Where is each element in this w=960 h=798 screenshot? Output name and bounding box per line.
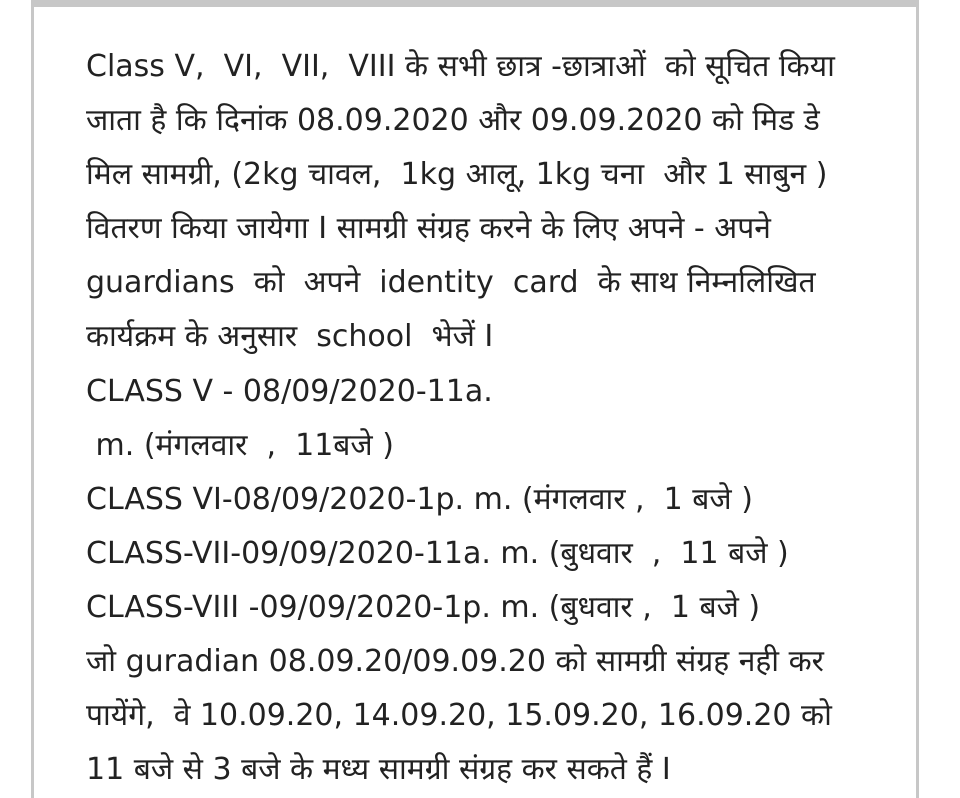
notice-line: पायेंगे, वे 10.09.20, 14.09.20, 15.09.20, 16.09.20 को [86, 698, 832, 734]
notice-line: guardians को अपने identity card के साथ निम्नलिखित [86, 265, 816, 301]
schedule-line-class-viii: CLASS-VIII -09/09/2020-1p. m. (बुधवार , 1 बजे ) [86, 589, 761, 625]
notice-text [86, 40, 886, 797]
schedule-line-class-vii: CLASS-VII-09/09/2020-11a. m. (बुधवार , 11 बजे ) [86, 535, 789, 571]
notice-line: जो guradian 08.09.20/09.09.20 को सामग्री संग्रह नही कर [86, 644, 824, 680]
notice-line: जाता है कि दिनांक 08.09.2020 और 09.09.2020 को मिड डे [86, 103, 820, 139]
notice-line: कार्यक्रम के अनुसार school भेजें I [86, 319, 494, 355]
notice-line: 11 बजे से 3 बजे के मध्य सामग्री संग्रह कर सकते हैं I [86, 752, 671, 788]
schedule-line-class-v-time: m. (मंगलवार , 11बजे ) [86, 427, 394, 463]
notice-line: मिल सामग्री, (2kg चावल, 1kg आलू, 1kg चना और 1 साबुन ) [86, 157, 828, 193]
schedule-line-class-v: CLASS V - 08/09/2020-11a. [86, 373, 493, 409]
notice-line: वितरण किया जायेगा I सामग्री संग्रह करने के लिए अपने - अपने [86, 211, 771, 247]
schedule-line-class-vi: CLASS VI-08/09/2020-1p. m. (मंगलवार , 1 बजे ) [86, 481, 753, 517]
notice-line: Class V, VI, VII, VIII के सभी छात्र -छात्राओं को सूचित किया [86, 49, 835, 84]
